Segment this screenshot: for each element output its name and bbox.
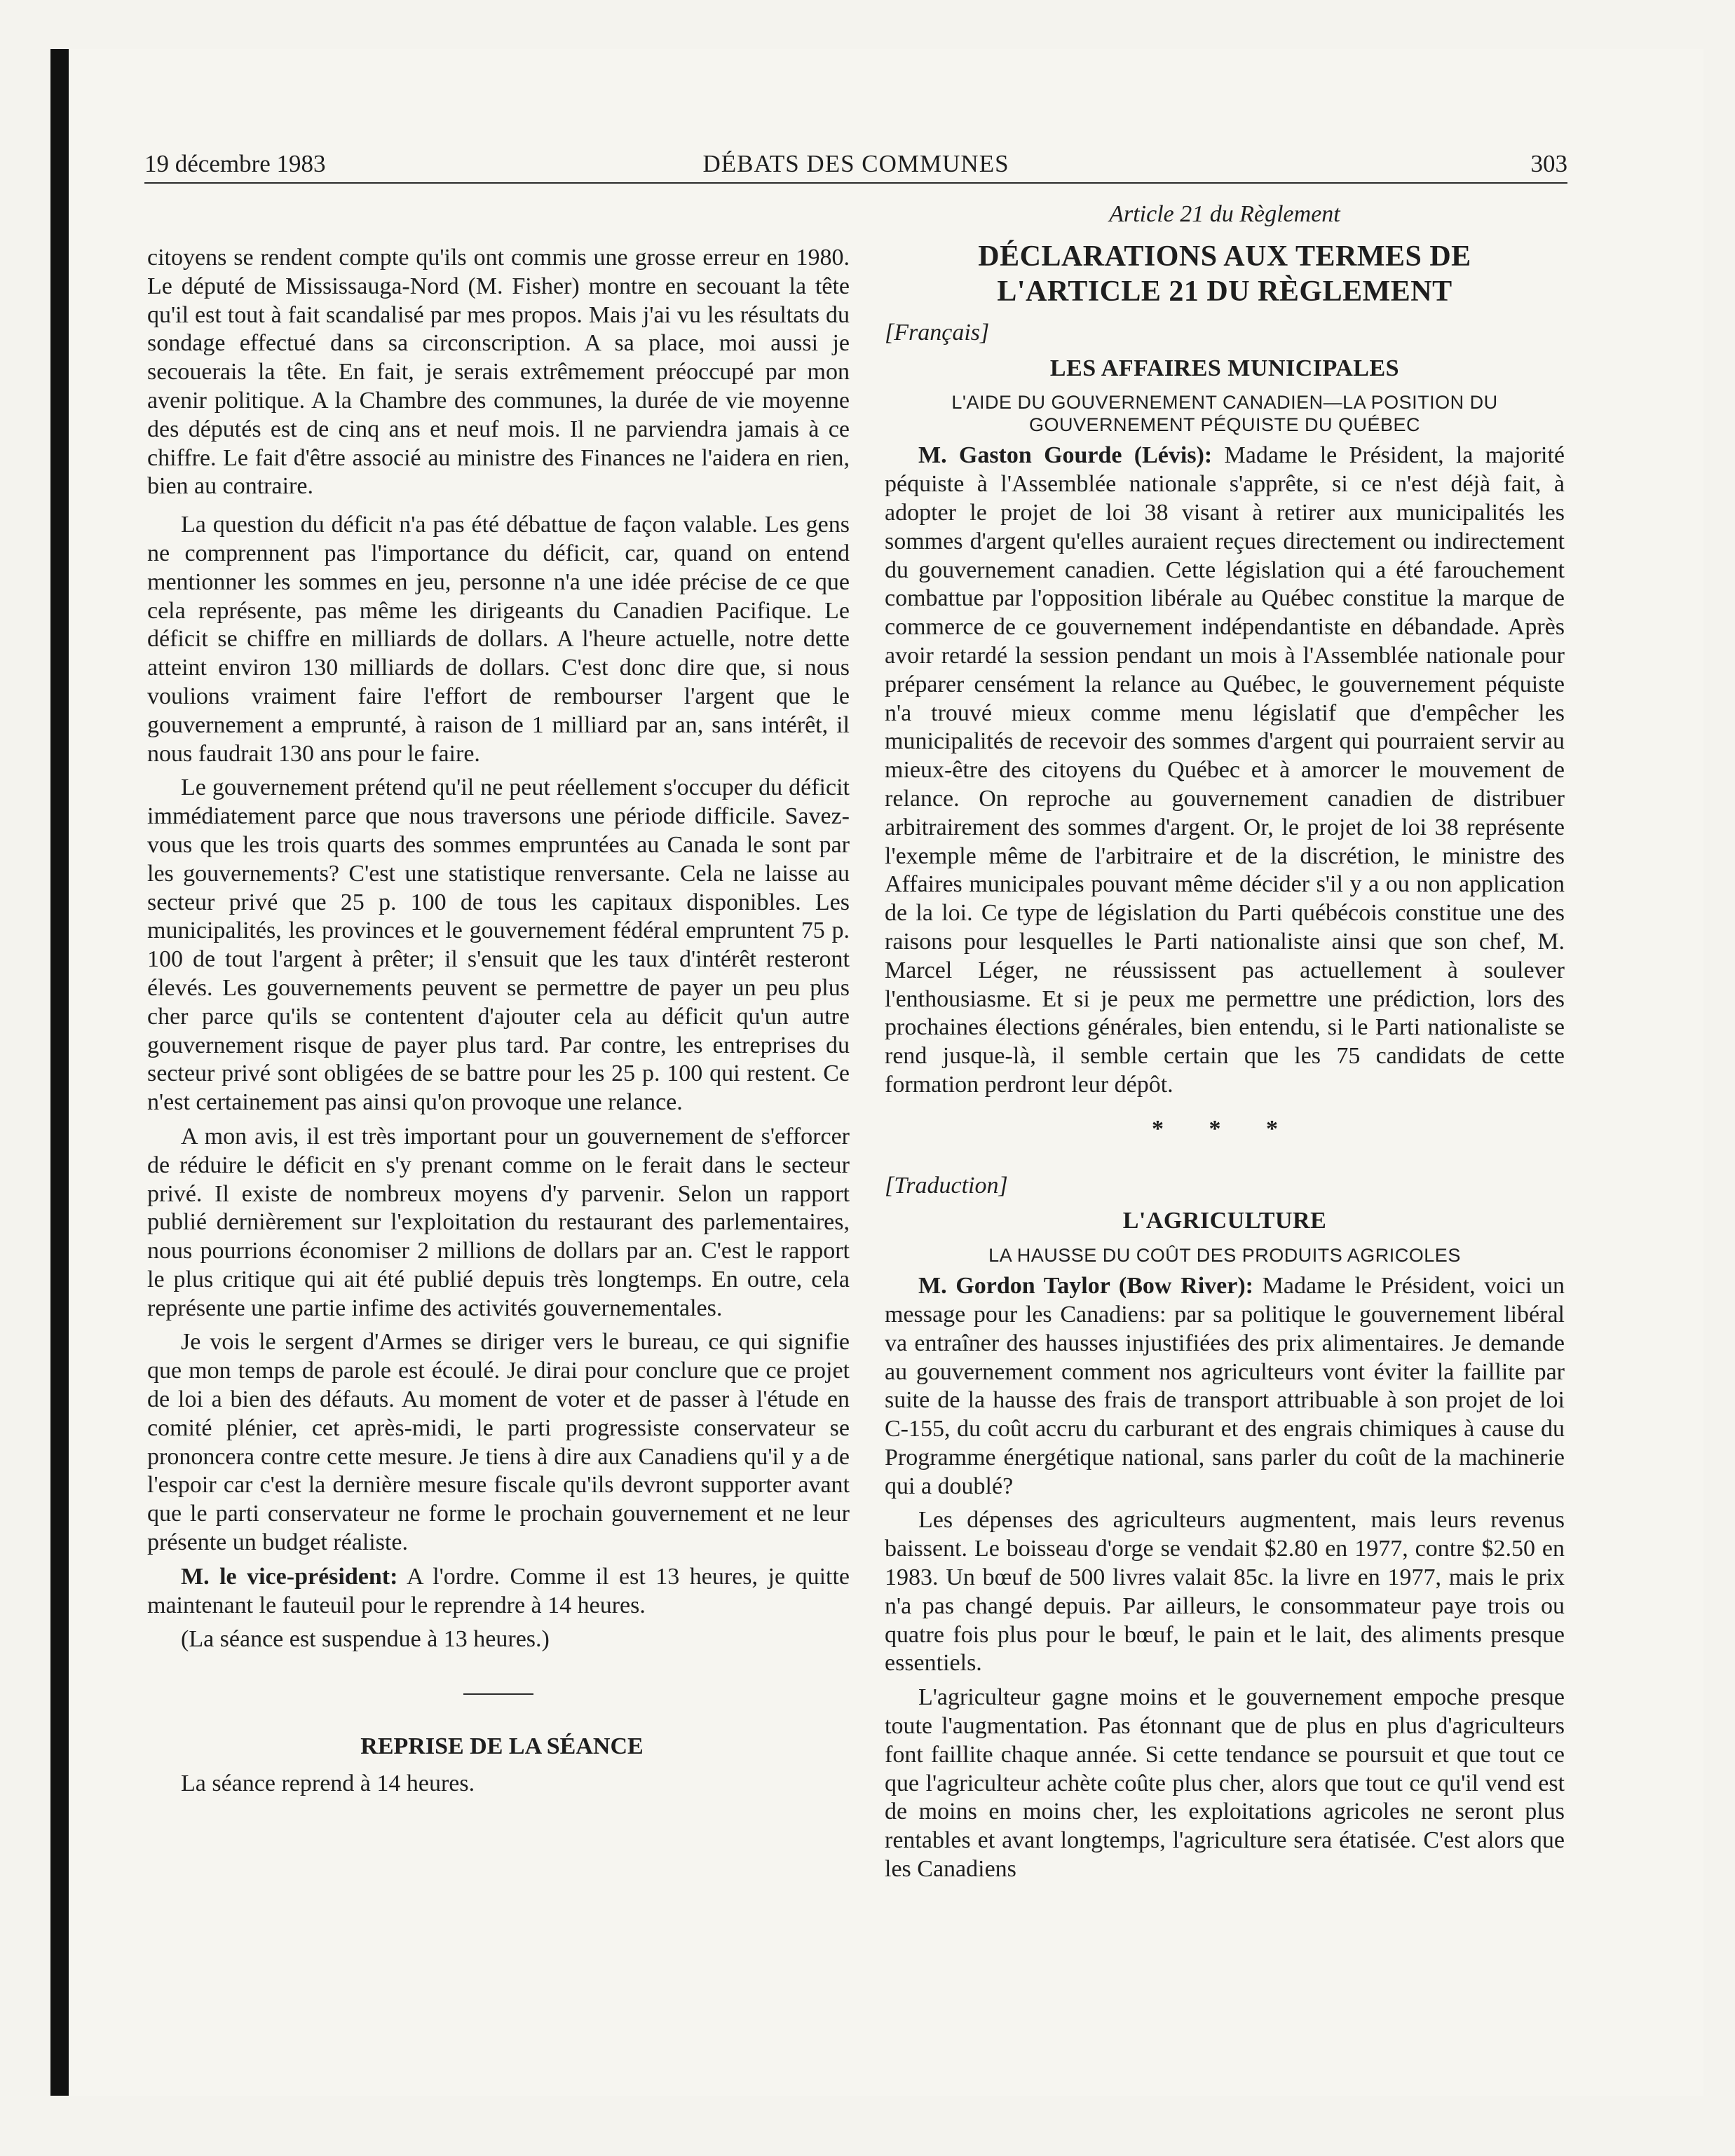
paragraph: Je vois le sergent d'Armes se diriger vers le bureau, ce qui signifie que mon temps de parole est écoulé. Je dirai pour conclure que ce projet de loi a bien des défauts. Au moment de voter et de passer à l'étude en comité plénier, cet après-midi, le parti progressiste conservateur se prononcera contre cette mesure. Je tiens à dire aux Canadiens qu'il y a de l'espoir car c'est la dernière mesure fiscale qu'ils devront supporter avant que le parti conservateur ne forme le prochain gouvernement et ne leur présente un budget réaliste.	[147, 1329, 850, 1556]
separator-stars: * * *	[1152, 1115, 1298, 1142]
main-heading-line: L'ARTICLE 21 DU RÈGLEMENT	[997, 275, 1452, 308]
subject-heading: LES AFFAIRES MUNICIPALES	[1049, 355, 1400, 381]
speaker-name: M. Gaston Gourde (Lévis):	[918, 442, 1213, 469]
statement-text: Madame le Président, voici un message pour les Canadiens: par sa politique le gouvernement libéral va entraîner des hausses injustifiées des prix alimentaires. Je demande au gouvernement comment nos agriculteurs vont éviter la faillite par suite de la hausse des frais de transport attribuable à son projet de loi C-155, du coût accru du carburant et des engrais chimiques à cause du Programme énergétique national, sans parler du coût de la machinerie qui a doublé?	[885, 1273, 1565, 1499]
paragraph: Les dépenses des agriculteurs augmentent, mais leurs revenus baissent. Le boisseau d'orge se vendait $2.80 en 1977, contre $2.50 en 1983. Un bœuf de 500 livres valait 85c. la livre en 1977, mais le prix n'a pas changé depuis. Par ailleurs, le consommateur paye trois ou quatre fois plus pour le bœuf, le pain et le lait, des aliments presque essentiels.	[885, 1507, 1565, 1677]
paragraph: citoyens se rendent compte qu'ils ont commis une grosse erreur en 1980. Le député de Mississauga-Nord (M. Fisher) montre en secouant la tête qu'il est tout à fait scandalisé par mes propos. Mais j'ai vu les résultats du sondage effectué dans sa circonscription. A sa place, moi aussi je secouerais la tête. En fait, je serais extrêmement préoccupé par mon avenir politique. A la Chambre des communes, la durée de vie moyenne des députés est de cinq ans et neuf mois. Il ne parviendra jamais à ce chiffre. Le fait d'être associé au ministre des Finances ne l'aidera en rien, bien au contraire.	[147, 245, 850, 500]
left-column	[147, 244, 850, 1804]
statement-text: Madame le Président, la majorité péquiste à l'Assemblée nationale s'apprête, si ce n'est déjà fait, à adopter le projet de loi 38 visant à retirer aux municipalités les sommes d'argent qu'elles auraient reçues directement ou indirectement du gouvernement canadien. Cette législation qui a été farouchement combattue par l'opposition libérale au Québec constitue la marque de commerce de ce gouvernement indépendantiste en débandade. Après avoir retardé la session pendant un mois à l'Assemblée nationale pour préparer censément la relance au Québec, le gouvernement péquiste n'a trouvé mieux comme menu législatif que d'empêcher les municipalités de recevoir des sommes d'argent qui pourraient servir au mieux-être des citoyens du Québec et à amorcer le mouvement de relance. On reproche au gouvernement canadien de distribuer arbitrairement des sommes d'argent. Or, le projet de loi 38 représente l'exemple même de l'arbitraire et de la discrétion, le ministre des Affaires municipales pouvant même décider s'il y a ou non application de la loi. Ce type de législation du Parti québécois constitue une des raisons pour lesquelles le Parti nationaliste ainsi que son chef, M. Marcel Léger, ne réussissent pas actuellement à soulever l'enthousiasme. Et si je peux me permettre une prédiction, lors des prochaines élections générales, bien entendu, si le Parti nationaliste se rend jusque-là, il semble certain que les 75 candidats de cette formation perdront leur dépôt.	[885, 442, 1565, 1098]
main-heading-line: DÉCLARATIONS AUX TERMES DE	[978, 240, 1471, 273]
language-tag: [Traduction]	[885, 1172, 1008, 1199]
topic-heading-line: L'AIDE DU GOUVERNEMENT CANADIEN—LA POSITION DU	[951, 392, 1498, 414]
topic-heading: LA HAUSSE DU COÛT DES PRODUITS AGRICOLES	[988, 1245, 1461, 1267]
language-tag: [Français]	[885, 319, 990, 346]
topic-heading	[885, 391, 1565, 436]
speaker-name: M. le vice-président:	[181, 1563, 398, 1590]
header-date: 19 décembre 1983	[144, 150, 326, 177]
header-title: DÉBATS DES COMMUNES	[702, 150, 1009, 177]
statement	[885, 1272, 1565, 1501]
paragraph: A mon avis, il est très important pour un gouvernement de s'efforcer de réduire le déficit en s'y prenant comme on le ferait dans le secteur privé. Il existe de nombreux moyens d'y parvenir. Selon un rapport publié dernièrement sur l'exploitation du restaurant des parlementaires, nous pourrions économiser 2 millions de dollars par an. C'est le rapport le plus critique qui ait été publié depuis très longtemps. En outre, cela représente une partie infime des activités gouvernementales.	[147, 1123, 850, 1321]
paragraph: L'agriculteur gagne moins et le gouvernement empoche presque toute l'augmentation. Pas étonnant que de plus en plus d'agriculteurs font faillite chaque année. Si cette tendance se poursuit et que tout ce que l'agriculteur achète coûte plus cher, alors que tout ce qu'il vend est de moins en moins cher, les exploitations agricoles ne seront plus rentables et avant longtemps, l'agriculture sera étatisée. C'est alors que les Canadiens	[885, 1684, 1565, 1883]
right-column	[885, 200, 1565, 1890]
speaker-name: M. Gordon Taylor (Bow River):	[918, 1273, 1253, 1299]
topic-heading-line: GOUVERNEMENT PÉQUISTE DU QUÉBEC	[1028, 414, 1421, 436]
running-header	[144, 149, 1567, 184]
paragraph: La question du déficit n'a pas été débattue de façon valable. Les gens ne comprennent pas l'importance du déficit, car, quand on entend mentionner les sommes en jeu, personne n'a une idée précise de ce que cela représente, pas même les dirigeants du Canadien Pacifique. Le déficit se chiffre en milliards de dollars. A l'heure actuelle, notre dette atteint environ 130 milliards de dollars. C'est donc dire que, si nous voulions vraiment faire l'effort de rembourser l'argent que le gouvernement a emprunté, à raison de 1 milliard par an, sans intérêt, il nous faudrait 130 ans pour le faire.	[147, 512, 850, 767]
page-number: 303	[1530, 150, 1567, 177]
resume-heading: REPRISE DE LA SÉANCE	[360, 1733, 644, 1760]
statement	[885, 442, 1565, 1099]
section-tag: Article 21 du Règlement	[1109, 201, 1340, 227]
resume-text: La séance reprend à 14 heures.	[181, 1770, 475, 1797]
paragraph: Le gouvernement prétend qu'il ne peut réellement s'occuper du déficit immédiatement parce que nous traversons une période difficile. Savez-vous que les trois quarts des sommes empruntées au Canada le sont par les gouvernements? C'est une statistique renversante. Cela ne laisse au secteur privé que 25 p. 100 de tous les capitaux disponibles. Les municipalités, les provinces et le gouvernement fédéral empruntent 75 p. 100 de tout l'argent à prêter; il s'ensuit que les taux d'intérêt resteront élevés. Les gouvernements peuvent se permettre de payer un peu plus cher parce qu'ils se contentent d'ajouter cela au déficit qu'un autre gouvernement risque de payer plus tard. Par contre, les entreprises du secteur privé sont obligées de se battre pour les 25 p. 100 qui restent. Ce n'est certainement pas ainsi qu'on provoque une relance.	[147, 775, 850, 1116]
subject-heading: L'AGRICULTURE	[1122, 1208, 1327, 1234]
main-heading	[885, 239, 1565, 309]
vp-statement	[147, 1563, 850, 1621]
suspension-note: (La séance est suspendue à 13 heures.)	[181, 1626, 550, 1653]
section-rule	[463, 1693, 533, 1695]
statement-text: A l'ordre. Comme il est 13 heures, je quitte maintenant le fauteuil pour le reprendre à 14 heures.	[147, 1563, 850, 1618]
scan-edge	[50, 49, 69, 2096]
